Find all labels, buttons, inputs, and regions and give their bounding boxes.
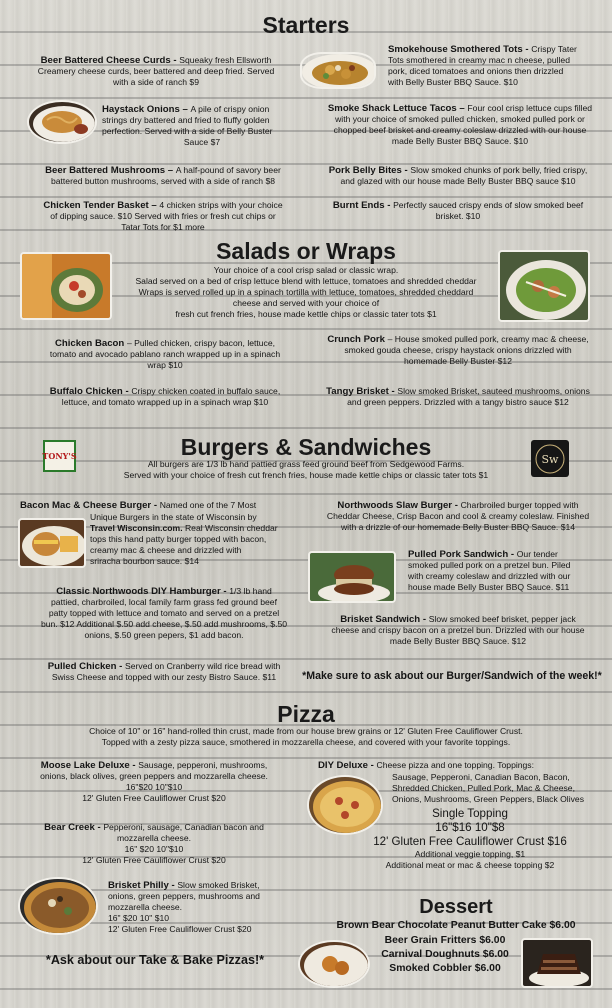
menu-item-chicken-bacon: Chicken Bacon – Pulled chicken, crispy bacon, lettuce, tomato and avocado pablano ranch wrapped up in a spinach wrap $10 — [49, 338, 281, 370]
burgers-description: All burgers are 1/3 lb hand pattied grass feed ground beef from Sedgewood Farms. Served with your choice of fresh cut french fries, house made kettle chips or classic tater tots $1 — [123, 459, 489, 480]
dessert-item-cake: Brown Bear Chocolate Peanut Butter Cake $6.00 — [336, 920, 576, 931]
salads-title: Salads or Wraps — [216, 238, 396, 264]
svg-text:Sw: Sw — [541, 452, 559, 466]
item-name: Chicken Bacon — [54, 338, 127, 349]
menu-item-pulled-chicken: Pulled Chicken - Served on Cranberry wild rice bread with Swiss Cheese and topped with our zesty Bistro Sauce. $11 — [47, 661, 281, 682]
item-name: Tangy Brisket - — [326, 386, 398, 397]
bacon-mac-burger-photo — [18, 518, 86, 568]
pizza-description: Choice of 10" or 16" hand-rolled thin crust, made from our house brew grains or 12' Gluten Free Cauliflower Crust. Topped with a zesty pizza sauce, smothered in mozzarella cheese, and covered with your favorite toppings. — [89, 726, 523, 747]
menu-item-brisket-philly: Brisket Philly - Slow smoked Brisket, onions, green peppers, mushrooms and mozzarella cheese. 16" $20 10" $10 12' Gluten Free Cauliflower Crust $20 — [108, 880, 260, 934]
burger-of-week-note: *Make sure to ask about our Burger/Sandwich of the week!* — [302, 670, 602, 682]
item-name: Haystack Onions – — [102, 104, 191, 115]
menu-item-chicken-tender: Chicken Tender Basket – 4 chicken strips with your choice of dipping sauce. $10 Served with fries or fresh cut chips or Tatar Tots for $1 more — [43, 200, 283, 232]
menu-item-bacon-mac-burger: Bacon Mac & Cheese Burger - Named one of the 7 Most — [20, 500, 257, 511]
menu-item-smothered-tots: Smokehouse Smothered Tots - Crispy Tater Tots smothered in creamy mac n cheese, pulled pork, diced tomatoes and onions then drizzled with Belly Buster BBQ Sauce. $10 — [388, 44, 577, 87]
item-name: Buffalo Chicken - — [49, 386, 132, 397]
item-name: Pulled Chicken - — [47, 661, 126, 672]
menu-item-diy-hamburger: Classic Northwoods DIY Hamburger - 1/3 lb hand pattied, charbroiled, local family farm grass fed ground beef patty topped with lettuce and tomato and served on a pretzel bun. $12 Additional $.50 add cheese, $.50 add mushrooms, $.50 onions, $.50 green pepers, $1 add bacon. — [40, 586, 288, 640]
menu-item-northwoods-slaw: Northwoods Slaw Burger - Charbroiled burger topped with Cheddar Cheese, Crisp Bacon and cool & creamy coleslaw. Finished with a drizzle of our homemade Belly Buster BBQ Sauce. $14 — [326, 500, 590, 532]
starters-title: Starters — [262, 12, 350, 38]
salads-description: Your choice of a cool crisp salad or classic wrap. Salad served on a bed of crisp lettuce blend with lettuce, tomatoes and shredded cheddar Wraps is served rolled up in a spinach tortilla with lettuce, tomatoes, shredded cheddard cheese and served with your choice of fresh cut french fries, house made kettle chips or classic tater tots $1 — [135, 265, 477, 319]
extra-meat: Additional meat or mac & cheese topping $2 — [385, 860, 555, 870]
dessert-item-doughnuts: Carnival Doughnuts $6.00 — [381, 949, 509, 960]
menu-item-haystack-onions: Haystack Onions – A pile of crispy onion strings dry battered and fried to fluffy golden perfection. Served with a side of Belly Buster Sauce $7 — [102, 104, 273, 147]
menu-item-pork-belly: Pork Belly Bites - Slow smoked chunks of pork belly, fried crispy, and glazed with our house made Belly Buster BBQ sauce $10 — [328, 165, 588, 186]
wrap-photo — [20, 252, 112, 320]
item-name: Pulled Pork Sandwich - — [408, 549, 517, 560]
item-name: Brisket Sandwich - — [340, 614, 429, 625]
item-name: Pork Belly Bites - — [328, 165, 411, 176]
item-name: Classic Northwoods DIY Hamburger - — [56, 586, 230, 597]
menu-item-bacon-mac-burger-desc: Unique Burgers in the state of Wisconsin by Travel Wisconsin.com. Real Wisconsin cheddar tops this hand patty burger topped with bacon, creamy mac & cheese and drizzled with sriracha bourbon sauce. $14 — [90, 512, 278, 566]
dessert-title: Dessert — [419, 896, 493, 918]
menu-item-moose-lake: Moose Lake Deluxe - Sausage, pepperoni, mushrooms, onions, black olives, green peppers and mozzarella cheese. 16"$20 10"$10 12' Gluten Free Cauliflower Crust $20 — [40, 760, 268, 803]
dessert-list — [370, 934, 520, 976]
travel-wisconsin-credit: Travel Wisconsin.com. — [90, 523, 183, 533]
menu-item-burnt-ends: Burnt Ends - Perfectly sauced crispy ends of slow smoked beef brisket. $10 — [332, 200, 584, 221]
item-name: Bacon Mac & Cheese Burger - — [20, 500, 160, 511]
single-topping-title: Single Topping — [432, 807, 508, 820]
take-and-bake-note: *Ask about our Take & Bake Pizzas!* — [45, 953, 265, 967]
item-name: Brisket Philly - — [108, 880, 178, 891]
menu-item-buffalo-chicken: Buffalo Chicken - Crispy chicken coated in buffalo sauce, lettuce, and tomato wrapped up in a spinach wrap $10 — [49, 386, 281, 407]
item-name: Beer Battered Cheese Curds - — [40, 55, 180, 66]
item-name: Chicken Tender Basket – — [43, 200, 160, 211]
cake-photo — [521, 938, 593, 988]
pizza-title: Pizza — [277, 701, 335, 727]
pulled-pork-photo — [308, 551, 396, 603]
item-name: Northwoods Slaw Burger - — [337, 500, 461, 511]
item-name: Smokehouse Smothered Tots - — [388, 44, 532, 55]
menu-item-tangy-brisket: Tangy Brisket - Slow smoked Brisket, sauteed mushrooms, onions and green peppers. Drizzled with a tangy bistro sauce $12 — [326, 386, 590, 407]
menu-item-brisket-sandwich: Brisket Sandwich - Slow smoked beef brisket, pepper jack cheese and crispy bacon on a pretzel bun. Drizzled with our house made Belly Buster BBQ Sauce. $12 — [331, 614, 585, 646]
haystack-onions-photo — [27, 100, 97, 144]
dessert-item-cobbler: Smoked Cobbler $6.00 — [389, 963, 501, 974]
menu-item-cheese-curds: Beer Battered Cheese Curds - Squeaky fresh Ellsworth Creamery cheese curds, beer battered and deep fried. Served with a side of ranch $9 — [37, 55, 275, 87]
item-name: Smoke Shack Lettuce Tacos – — [327, 103, 468, 114]
single-topping-gf: 12' Gluten Free Cauliflower Crust $16 — [373, 835, 567, 848]
menu-item-pulled-pork: Pulled Pork Sandwich - Our tender smoked pulled pork on a pretzel bun. Piled with creamy coleslaw and drizzled with our house made Belly Buster BBQ Sauce. $11 — [408, 549, 571, 592]
item-name: Bear Creek - — [44, 822, 104, 833]
item-name: DIY Deluxe - — [318, 760, 377, 771]
brisket-philly-photo — [18, 877, 98, 935]
item-name: Burnt Ends - — [332, 200, 394, 211]
single-topping-price: 16"$16 10"$8 — [435, 821, 505, 834]
dessert-item-fritters: Beer Grain Fritters $6.00 — [384, 935, 506, 946]
item-name: Beer Battered Mushrooms – — [45, 165, 176, 176]
menu-item-diy-deluxe-toppings: Sausage, Pepperoni, Canadian Bacon, Bacon, Shredded Chicken, Pulled Pork, Mac & Cheese, Onions, Mushrooms, Green Peppers, Black Olives — [392, 772, 585, 804]
menu-item-crunch-pork: Crunch Pork – House smoked pulled pork, creamy mac & cheese, smoked gouda cheese, crispy haystack onions drizzled with homemade Belly Buster $12 — [327, 334, 589, 366]
menu-item-mushrooms: Beer Battered Mushrooms – A half-pound of savory beer battered button mushrooms, served with a side of ranch $8 — [45, 165, 281, 186]
smothered-tots-photo — [300, 52, 376, 89]
burgers-title: Burgers & Sandwiches — [180, 434, 432, 460]
extra-veggie: Additional veggie topping, $1 — [414, 849, 526, 859]
menu-item-bear-creek: Bear Creek - Pepperoni, sausage, Canadian bacon and mozzarella cheese. 16" $20 10"$10 12' Gluten Free Cauliflower Crust $20 — [44, 822, 264, 865]
single-topping-block — [340, 807, 600, 871]
item-name: Moose Lake Deluxe - — [40, 760, 139, 771]
menu-item-diy-deluxe: DIY Deluxe - Cheese pizza and one topping. Toppings: — [318, 760, 534, 771]
fritters-photo — [298, 940, 370, 988]
menu-item-lettuce-tacos: Smoke Shack Lettuce Tacos – Four cool crisp lettuce cups filled with your choice of smoked pulled chicken, smoked pulled pork or chopped beef brisket and creamy coleslaw drizzled with our house made Belly Buster BBQ Sauce. $10 — [327, 103, 593, 146]
salad-photo — [498, 250, 590, 322]
item-name: Crunch Pork — [327, 334, 388, 345]
tonys-logo: TONY'S — [43, 440, 76, 472]
